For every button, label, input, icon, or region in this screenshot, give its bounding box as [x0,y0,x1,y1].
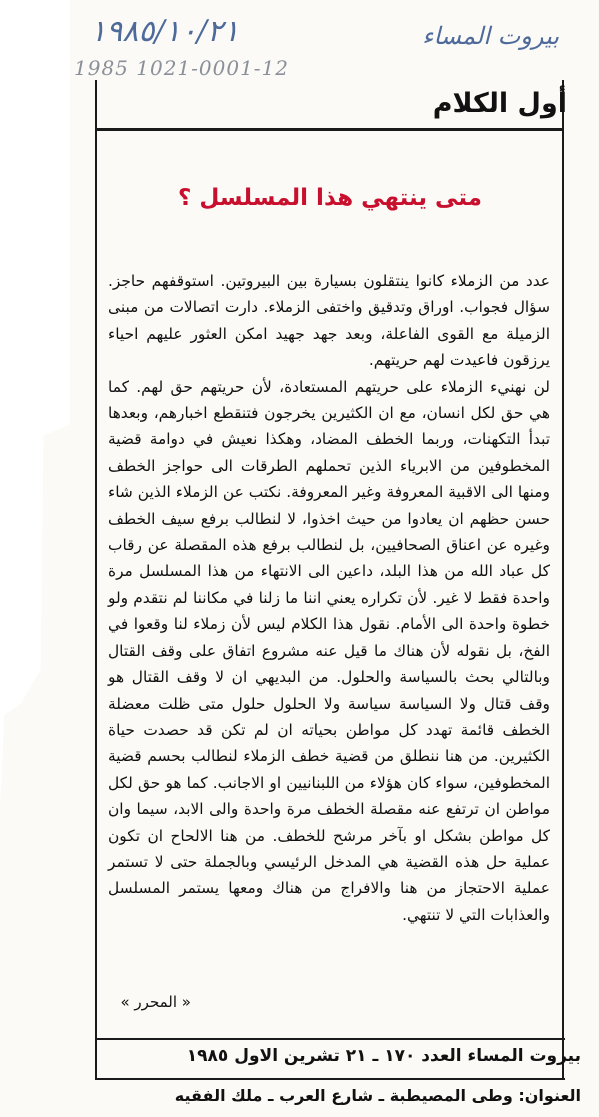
paragraph-1: عدد من الزملاء كانوا ينتقلون بسيارة بين البيروتين. استوقفهم حاجز. سؤال فجواب. اوراق وتدقيق واختفى الزملاء. دارت اتصالات من مبنى الزميلة مع القوى الفاعلة، وبعد جهد جهيد امكن العثور عليهم احياء يرزقون فاعيدت لهم حريتهم. [108,272,550,370]
handwritten-publication: بيروت المساء [422,22,559,50]
footer-rule [95,1038,565,1040]
source-line: بيروت المساء العدد ١٧٠ ـ ٢١ تشرين الاول ١٩٨٥ [186,1046,581,1066]
torn-edge [0,0,70,1117]
paragraph-2: لن نهنيء الزملاء على حريتهم المستعادة، لأن حريتهم حق لهم. كما هي حق لكل انسان، مع ان الكثيرين يخرجون فتنقطع اخبارهم، وبعدها تبدأ التكهنات، وربما الخطف المضاد، وهكذا نعيش في دوامة قضية المخطوفين من الابرياء الذين تحملهم الطرقات الى حواجز الخطف ومنها الى الاقبية المعروفة وغير المعروفة. نكتب عن الزملاء الذين شاء حسن حظهم ان يعادوا من حيث اخذوا، لا لنطالب برفع سيف الخطف وغيره عن اعناق الصحافيين، بل لنطالب برفع هذه المقصلة عن رقاب كل عباد الله من هذا البلد، داعين الى الانتهاء من هذا المسلسل مرة واحدة فقط لا غير. لأن تكراره يعني اننا ما زلنا في مكاننا لم نتقدم ولو خطوة واحدة الى الأمام. نقول هذا الكلام ليس لأن زملاء لنا وقعوا في الفخ، بل نقوله لأن هناك ما قيل عنه مشروع اتفاق على وقف القتال وبالتالي بحث بالسياسة والحلول. من البديهي ان لا وقف القتال هو وقف قتال ولا السياسة سياسة ولا الحلول حلول متى ظلت معضلة الخطف قائمة تهدد كل مواطن بحياته ان لم تكن قد حصدت حياة الكثيرين. من هنا ننطلق من قضية خطف الزملاء لنطالب بحسم قضية المخطوفين، سواء كان هؤلاء من اللبنانيين او الاجانب. كما هو حق لكل مواطن ان ترتفع عنه مقصلة الخطف مرة واحدة والى الابد، سيما وان كل مواطن بشكل او بآخر مرشح للخطف. من هنا الالحاح ان تكون عملية حل هذه القضية هي المدخل الرئيسي وبالجملة حتى لا تستمر عملية الاحتجاز من هنا والافراج من هناك ومعها يستمر المسلسل والعذابات التي لا تنتهي. [108,377,550,924]
footer-rule-2 [95,1078,565,1080]
article-signature: « المحرر » [120,993,191,1011]
article-headline: متى ينتهي هذا المسلسل ؟ [178,185,482,211]
handwritten-date: ١٩٨٥/١٠/٢١ [90,14,240,49]
column-title: أول الكلام [432,88,567,119]
address-line: العنوان: وطى المصيطبة ـ شارع العرب ـ ملك الفقيه [174,1086,581,1105]
article-body [108,268,550,928]
handwritten-archive-code: 1985 1021-0001-12 [74,56,290,80]
